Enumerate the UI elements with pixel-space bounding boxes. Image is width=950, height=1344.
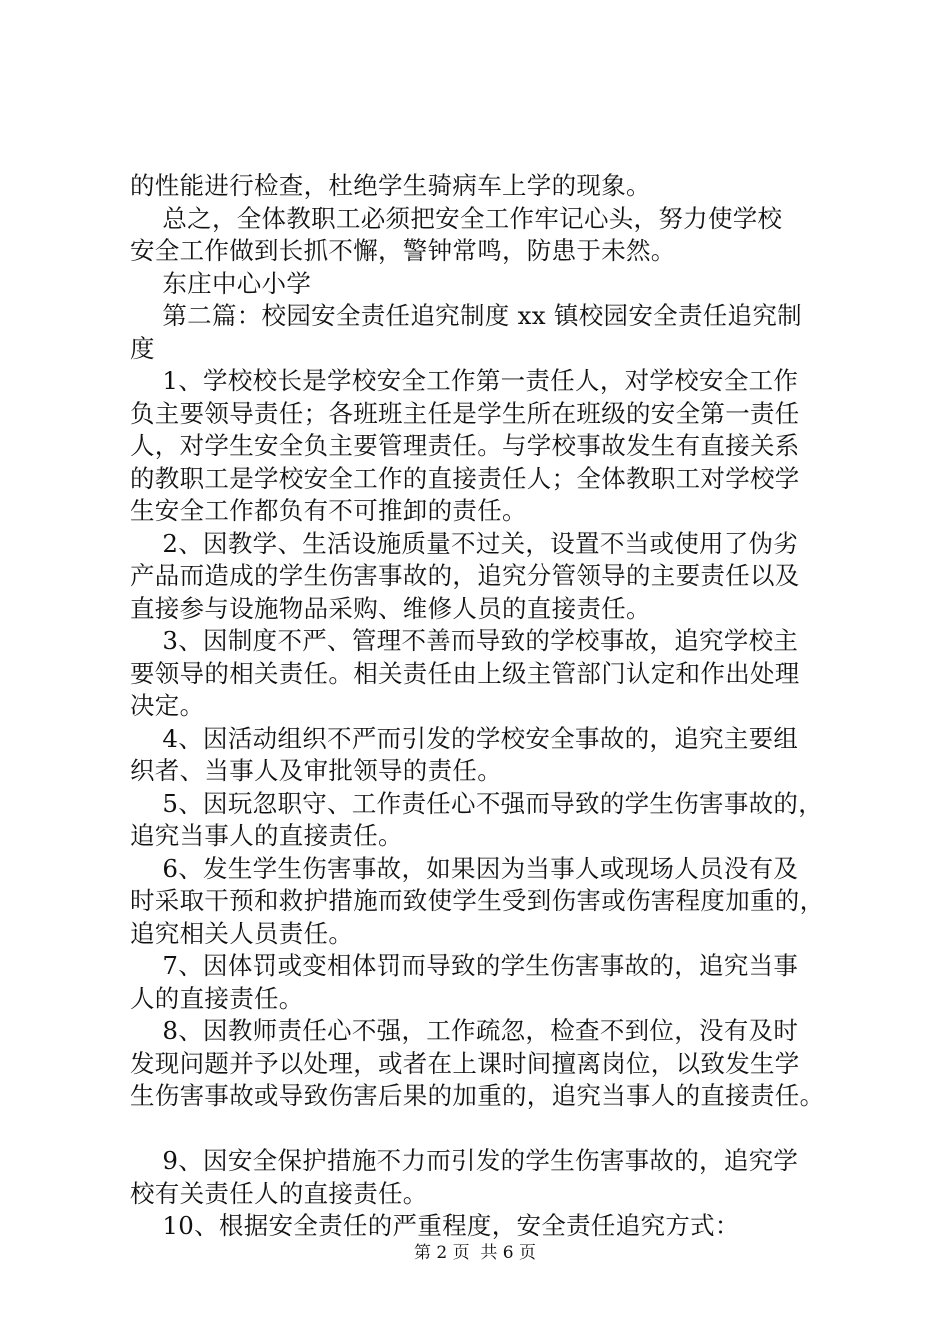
text-line: 6、发生学生伤害事故，如果因为当事人或现场人员没有及 [130,853,799,883]
text-line: 安全工作做到长抓不懈，警钟常鸣，防患于未然。 [130,236,676,265]
page-footer: 第 2 页 共 6 页 [413,1243,537,1263]
text-line: 负主要领导责任；各班班主任是学生所在班级的安全第一责任 [130,398,800,428]
document-body [130,170,845,1243]
text-line: 发现问题并予以处理，或者在上课时间擅离岗位，以致发生学 [130,1048,800,1078]
text-line: 要领导的相关责任。相关责任由上级主管部门认定和作出处理 [130,658,800,688]
text-line: 时采取干预和救护措施而致使学生受到伤害或伤害程度加重的， [130,886,825,915]
text-line: 10、根据安全责任的严重程度，安全责任追究方式： [130,1211,740,1240]
text-line: 第二篇：校园安全责任追究制度 xx 镇校园安全责任追究制 [130,301,802,330]
text-line: 3、因制度不严、管理不善而导致的学校事故，追究学校主 [130,626,799,655]
text-line: 决定。 [130,691,205,720]
text-line: 织者、当事人及审批领导的责任。 [130,756,502,785]
text-line: 校有关责任人的直接责任。 [130,1178,428,1208]
text-line: 总之，全体教职工必须把安全工作牢记心头，努力使学校 [130,203,783,233]
text-line: 人，对学生安全负主要管理责任。与学校事故发生有直接关系 [130,431,800,460]
text-line: 7、因体罚或变相体罚而导致的学生伤害事故的，追究当事 [130,951,799,980]
text-line: 2、因教学、生活设施质量不过关，设置不当或使用了伪劣 [130,528,799,558]
text-line: 直接参与设施物品采购、维修人员的直接责任。 [130,593,651,623]
text-line: 的教职工是学校安全工作的直接责任人；全体教职工对学校学 [130,463,800,493]
text-line [130,1113,845,1146]
text-line: 4、因活动组织不严而引发的学校安全事故的，追究主要组 [130,723,799,753]
text-line: 度 [130,333,155,363]
text-line: 人的直接责任。 [130,983,304,1013]
text-line: 追究相关人员责任。 [130,918,354,948]
text-line: 5、因玩忽职守、工作责任心不强而导致的学生伤害事故的， [130,788,824,818]
text-line: 的性能进行检查，杜绝学生骑病车上学的现象。 [130,171,651,200]
text-line: 8、因教师责任心不强，工作疏忽，检查不到位，没有及时 [130,1016,799,1045]
text-line: 生安全工作都负有不可推卸的责任。 [130,496,527,525]
text-line: 产品而造成的学生伤害事故的，追究分管领导的主要责任以及 [130,561,800,590]
text-line: 9、因安全保护措施不力而引发的学生伤害事故的，追究学 [130,1146,799,1175]
text-line: 追究当事人的直接责任。 [130,821,403,850]
text-line: 1、学校校长是学校安全工作第一责任人，对学校安全工作 [130,366,799,395]
text-line: 东庄中心小学 [130,268,312,298]
text-line: 生伤害事故或导致伤害后果的加重的，追究当事人的直接责任。 [130,1081,825,1110]
